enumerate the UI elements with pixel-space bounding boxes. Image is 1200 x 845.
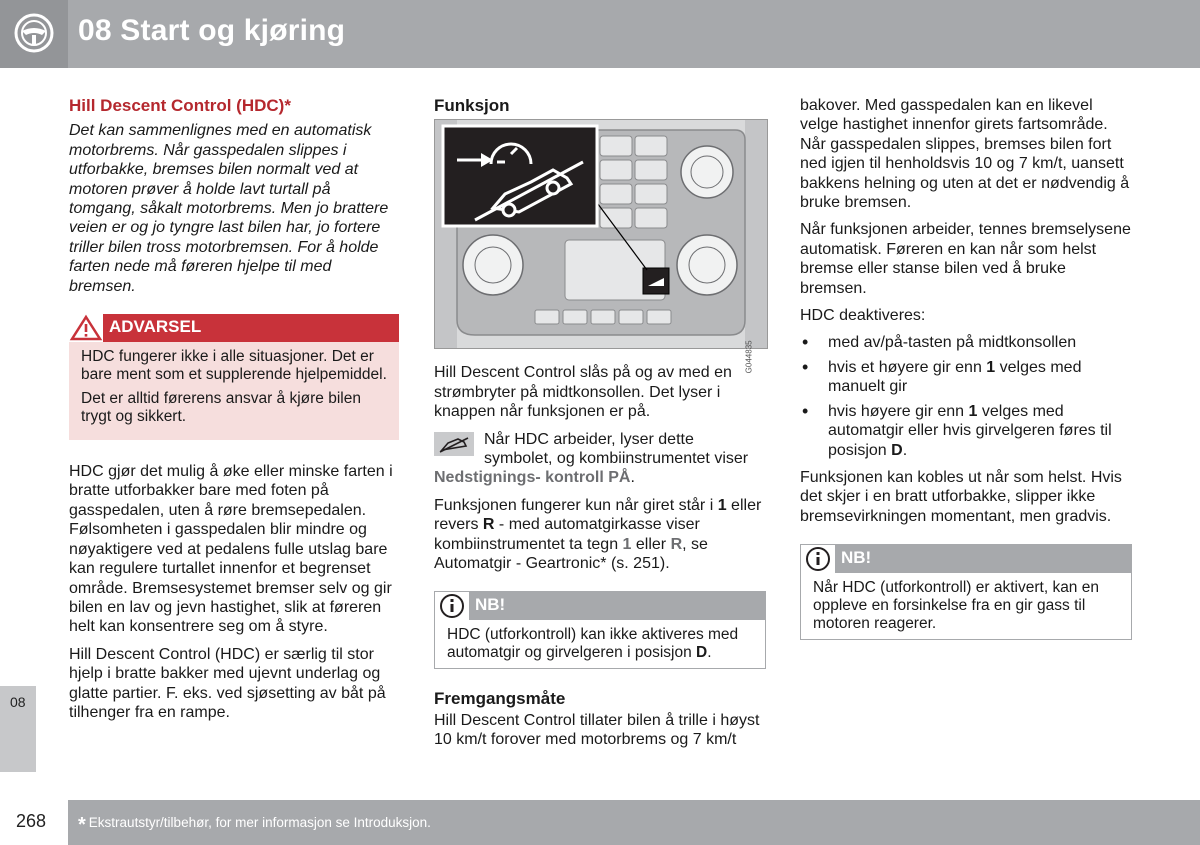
display-gear-1: 1 [622,535,632,553]
warning-text-1: HDC fungerer ikke i alle situasjoner. Det er bare ment som et supplerende hjelpemiddel. [81,348,387,384]
list-item-text: hvis høyere gir enn [828,402,969,420]
note-text-end: . [707,644,712,662]
list-item-text: velges med manuelt gir [828,358,1082,396]
column-1 [69,96,399,730]
footnote [78,814,431,837]
warning-text-2: Det er alltid førerens ansvar å kjøre bilen trygt og sikkert. [81,390,361,426]
gear-d: D [696,644,708,662]
body-paragraph: Funksjonen kan kobles ut når som helst. Hvis det skjer i en bratt utforbakke, slipper ikke bremsevirkningen momentant, men gradvis. [800,468,1122,525]
list-item-text: hvis et høyere gir enn [828,358,987,376]
page-number: 268 [16,811,47,831]
note-header [435,592,765,620]
note-label: NB! [475,595,506,615]
page-title: 08 Start og kjøring [78,14,346,47]
note-header [801,545,1131,573]
console-drawing [435,120,767,348]
body-paragraph: HDC deaktiveres: [800,307,926,325]
gear-d: D [891,441,903,459]
warning-body [69,342,399,440]
warning-header [69,314,399,342]
body-paragraph: Hill Descent Control slås på og av med en strømbryter på midtkonsollen. Det lyser i knappen når funksjonen er på. [434,364,732,421]
body-paragraph: HDC gjør det mulig å øke eller minske farten i bratte utforbakker bare med foten på gasspedalen, uten å røre bremsepedalen. Følsomheten i gasspedalen blir mindre og nøyaktigere ved at pedalens fulle utslag bare kan regulere turtallet innenfor et begrenset område. Bremsesystemet bremser selv og gir bilen en lav og jevn hastighet, slik at føreren helt kan konsentrere seg om å styre. [69,463,393,636]
warning-icon-box [69,314,103,342]
info-icon [435,592,469,620]
footnote-star: * [78,814,86,836]
body-paragraph: Hill Descent Control (HDC) er særlig til stor hjelp i bratte bakker med ujevnt underlag og glatte partier. F. eks. ved sjøsetting av båt på tilhenger fra en rampe. [69,645,386,721]
body-paragraph: Hill Descent Control tillater bilen å trille i høyst 10 km/t forover med motorbrems og 7 km/t [434,711,760,749]
note-icon-box [435,592,469,620]
gear-1: 1 [717,496,727,514]
page-header [0,0,1200,68]
chapter-tab [0,686,36,772]
chapter-tab-label: 08 [10,694,26,710]
hdc-symbol-icon [434,432,474,456]
section-heading-funksjon: Funksjon [434,96,510,115]
display-message: Nedstignings- kontroll PÅ [434,469,631,487]
body-paragraph: Når funksjonen arbeider, tennes bremselysene automatisk. Føreren en kan når som helst bremse eller stanse bilen ved å bruke bremsen. [800,221,1131,297]
list-item-text: velges med automatgir eller hvis girvelgeren føres til posisjon [828,402,1112,459]
text-run: Funksjonen fungerer kun når giret står i [434,496,718,514]
gear-r: R [482,516,495,534]
note-body [435,620,765,668]
note-label: NB! [841,548,872,568]
note-box [800,544,1132,640]
page-number-box [0,800,68,845]
text-run: eller [631,535,671,553]
warning-triangle-icon [69,314,103,342]
info-icon [801,545,835,573]
symbol-text: Når HDC arbeider, lyser dette symbolet, og kombiinstrumentet viser [484,430,749,468]
header-icon-box [0,0,68,68]
section-heading-hdc: Hill Descent Control (HDC)* [69,96,291,115]
note-icon-box [801,545,835,573]
footnote-text: Ekstrautstyr/tilbehør, for mer informasjon se Introduksjon. [88,815,431,830]
list-item-text: . [902,441,908,459]
body-paragraph: bakover. Med gasspedalen kan en likevel velge hastighet innenfor girets fartsområde. Når gasspedalen slippes, bremses bilen fort ned igjen til henholdsvis 10 og 7 km/t, uansett bakkens helning og uten at det er nødvendig å bruke bremsen. [800,97,1130,212]
note-box [434,591,766,669]
list-item-text: med av/på-tasten på midtkonsollen [828,334,1077,352]
steering-wheel-icon [14,13,54,53]
gear-1: 1 [968,402,978,420]
display-gear-r: R [670,535,683,553]
section-heading-fremgangsmaate: Fremgangsmåte [434,689,566,709]
center-console-illustration [434,119,768,374]
warning-box [69,314,399,440]
note-text: HDC (utforkontroll) kan ikke aktiveres med automatgir og girvelgeren i posisjon [447,626,739,662]
text-run: - med automatgirkasse viser kombiinstrumentet ta tegn [434,516,700,553]
text-run: , se Automatgir - Geartronic* (s. 251). [434,535,708,573]
list-item [800,402,1132,460]
note-body: Når HDC (utforkontroll) er aktivert, kan en oppleve en forsinkelse fra en gir gass til motoren reagerer. [813,579,1099,633]
gear-paragraph [434,496,766,574]
text-run: eller revers [434,496,762,534]
page-footer [0,800,1200,845]
warning-label: ADVARSEL [109,317,202,337]
intro-paragraph: Det kan sammenlignes med en automatisk motorbrems. Når gasspedalen slippes i utforbakke, bremses bilen normalt ved at motoren prøver å holde lavt turtall på tomgang, såkalt motorbrems. Men jo brattere veien er og jo tyngre last bilen har, jo fortere triller bilen tross motorbremsen. For å holde farten nede må føreren hjelpe til med bremsen. [69,122,389,295]
list-item [800,333,1132,352]
figure-code: G044835 [744,340,754,374]
column-2 [434,96,766,758]
deactivation-list [800,333,1132,459]
list-item [800,358,1132,397]
symbol-paragraph [434,430,766,488]
symbol-text-end: . [630,469,635,487]
column-3 [800,96,1132,660]
gear-1: 1 [986,358,996,376]
